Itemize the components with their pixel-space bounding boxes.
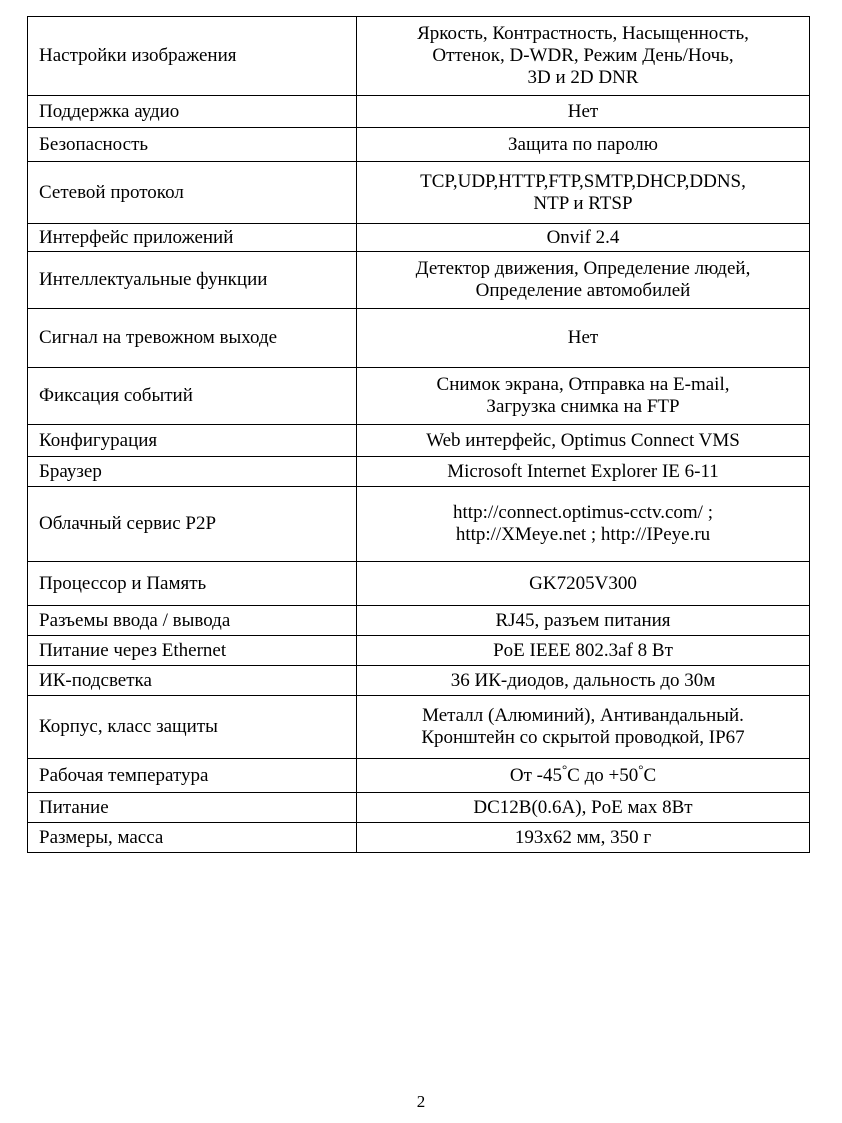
table-row <box>28 562 810 606</box>
table-row <box>28 636 810 666</box>
table-row <box>28 368 810 425</box>
table-row <box>28 96 810 128</box>
row-label: Размеры, масса <box>28 823 357 853</box>
row-value: От -45°C до +50°C <box>357 759 810 793</box>
row-value: Металл (Алюминий), Антивандальный. Кронштейн со скрытой проводкой, IP67 <box>357 696 810 759</box>
table-row <box>28 487 810 562</box>
row-label: Разъемы ввода / вывода <box>28 606 357 636</box>
row-label: Питание через Ethernet <box>28 636 357 666</box>
table-row <box>28 457 810 487</box>
table-row <box>28 666 810 696</box>
row-label: Конфигурация <box>28 425 357 457</box>
table-row <box>28 606 810 636</box>
row-label: Процессор и Память <box>28 562 357 606</box>
row-value: Защита по паролю <box>357 128 810 162</box>
row-label: Облачный сервис P2P <box>28 487 357 562</box>
table-row <box>28 696 810 759</box>
row-value: GK7205V300 <box>357 562 810 606</box>
row-label: Браузер <box>28 457 357 487</box>
table-row <box>28 224 810 252</box>
table-row <box>28 793 810 823</box>
page-number: 2 <box>416 1092 426 1111</box>
row-label: Интерфейс приложений <box>28 224 357 252</box>
row-value: Снимок экрана, Отправка на E-mail, Загрузка снимка на FTP <box>357 368 810 425</box>
row-label: Корпус, класс защиты <box>28 696 357 759</box>
row-value: Детектор движения, Определение людей, Определение автомобилей <box>357 252 810 309</box>
row-value: Onvif 2.4 <box>357 224 810 252</box>
row-value: Microsoft Internet Explorer IE 6-11 <box>357 457 810 487</box>
spec-table <box>27 16 810 853</box>
row-value: Web интерфейс, Optimus Connect VMS <box>357 425 810 457</box>
table-row <box>28 17 810 96</box>
row-label: Настройки изображения <box>28 17 357 96</box>
row-label: Питание <box>28 793 357 823</box>
row-value: Нет <box>357 96 810 128</box>
table-row <box>28 252 810 309</box>
row-label: Рабочая температура <box>28 759 357 793</box>
row-label: ИК-подсветка <box>28 666 357 696</box>
row-value: TCP,UDP,HTTP,FTP,SMTP,DHCP,DDNS, NTP и RTSP <box>357 162 810 224</box>
table-row <box>28 823 810 853</box>
row-value: DC12В(0.6А), PoE мах 8Вт <box>357 793 810 823</box>
row-label: Безопасность <box>28 128 357 162</box>
row-value: Нет <box>357 309 810 368</box>
row-value: RJ45, разъем питания <box>357 606 810 636</box>
row-value: 193x62 мм, 350 г <box>357 823 810 853</box>
row-label: Поддержка аудио <box>28 96 357 128</box>
row-label: Сигнал на тревожном выходе <box>28 309 357 368</box>
table-row <box>28 759 810 793</box>
row-label: Фиксация событий <box>28 368 357 425</box>
table-row <box>28 309 810 368</box>
table-row <box>28 162 810 224</box>
table-row <box>28 128 810 162</box>
row-label: Сетевой протокол <box>28 162 357 224</box>
row-label: Интеллектуальные функции <box>28 252 357 309</box>
row-value: http://connect.optimus-cctv.com/ ; http://XMeye.net ; http://IPeye.ru <box>357 487 810 562</box>
row-value: 36 ИК-диодов, дальность до 30м <box>357 666 810 696</box>
row-value: Яркость, Контрастность, Насыщенность, Оттенок, D-WDR, Режим День/Ночь, 3D и 2D DNR <box>357 17 810 96</box>
row-value: PoE IEEE 802.3af 8 Вт <box>357 636 810 666</box>
table-row <box>28 425 810 457</box>
